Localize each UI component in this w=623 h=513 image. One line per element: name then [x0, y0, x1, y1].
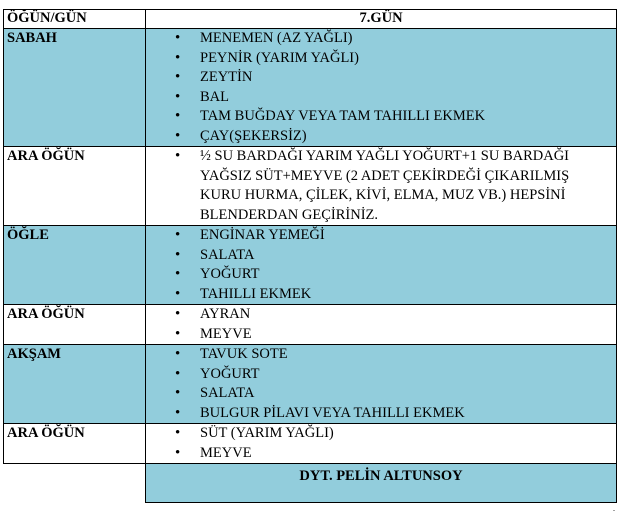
food-item: • SALATA	[200, 246, 604, 266]
food-item: • MEYVE	[200, 444, 604, 464]
food-item: • MENEMEN (AZ YAĞLI)	[200, 29, 604, 49]
food-item: • ÇAY(ŞEKERSİZ)	[200, 127, 604, 147]
food-list	[146, 345, 616, 423]
food-list	[146, 29, 616, 146]
food-list	[146, 424, 616, 463]
meal-row-snack-3	[4, 424, 617, 464]
meal-row-breakfast	[4, 29, 617, 147]
empty-cell	[4, 464, 146, 503]
meal-row-snack-1	[4, 147, 617, 226]
meal-column-header: ÖĞÜN/GÜN	[4, 10, 146, 29]
food-item: • TAVUK SOTE	[200, 345, 604, 365]
food-list	[146, 147, 616, 225]
meal-items-cell	[146, 345, 617, 424]
food-item: • PEYNİR (YARIM YAĞLI)	[200, 49, 604, 69]
day-column-header: 7.GÜN	[146, 10, 617, 29]
food-item: • ½ SU BARDAĞI YARIM YAĞLI YOĞURT+1 SU BARDAĞI YAĞSIZ SÜT+MEYVE (2 ADET ÇEKİRDEĞİ ÇIKARILMIŞ KURU HURMA, ÇİLEK, KİVİ, ELMA, MUZ VB.) HEPSİNİ BLENDERDAN GEÇİRİNİZ.	[200, 147, 604, 225]
food-item: • TAHILLI EKMEK	[200, 285, 604, 305]
food-item: • YOĞURT	[200, 365, 604, 385]
meal-items-cell	[146, 29, 617, 147]
meal-label: ARA ÖĞÜN	[4, 305, 146, 345]
food-item: • SALATA	[200, 384, 604, 404]
meal-label: ÖĞLE	[4, 226, 146, 305]
diet-plan-table	[3, 9, 617, 503]
table-header-row	[4, 10, 617, 29]
food-list	[146, 305, 616, 344]
meal-items-cell	[146, 226, 617, 305]
meal-items-cell	[146, 424, 617, 464]
food-item: • TAM BUĞDAY VEYA TAM TAHILLI EKMEK	[200, 107, 604, 127]
food-item: • ENGİNAR YEMEĞİ	[200, 226, 604, 246]
meal-items-cell	[146, 305, 617, 345]
meal-row-lunch	[4, 226, 617, 305]
food-list	[146, 226, 616, 304]
meal-row-snack-2	[4, 305, 617, 345]
food-item: • BULGUR PİLAVI VEYA TAHILLI EKMEK	[200, 404, 604, 424]
food-item: • BAL	[200, 88, 604, 108]
food-item: • ZEYTİN	[200, 68, 604, 88]
meal-label: ARA ÖĞÜN	[4, 147, 146, 226]
meal-items-cell	[146, 147, 617, 226]
food-item: • AYRAN	[200, 305, 604, 325]
footer-mark: .	[613, 504, 615, 513]
signature-row	[4, 464, 617, 503]
meal-row-dinner	[4, 345, 617, 424]
food-item: • SÜT (YARIM YAĞLI)	[200, 424, 604, 444]
food-item: • YOĞURT	[200, 265, 604, 285]
meal-label: ARA ÖĞÜN	[4, 424, 146, 464]
meal-label: SABAH	[4, 29, 146, 147]
food-item: • MEYVE	[200, 325, 604, 345]
dietitian-signature: DYT. PELİN ALTUNSOY	[146, 464, 617, 503]
meal-label: AKŞAM	[4, 345, 146, 424]
